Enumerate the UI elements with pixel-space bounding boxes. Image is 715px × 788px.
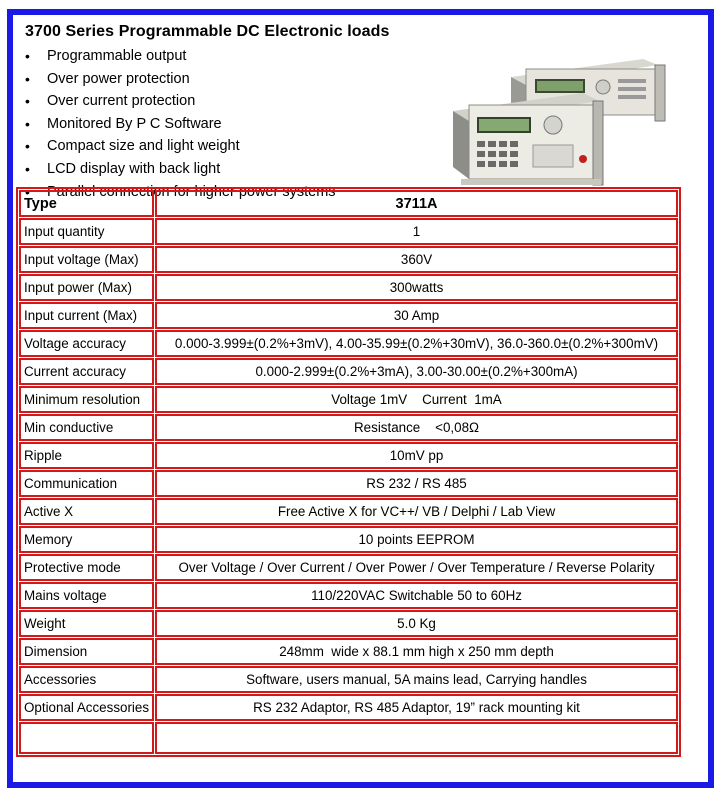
table-row-empty — [19, 722, 678, 754]
table-row — [19, 638, 678, 665]
page-title: 3700 Series Programmable DC Electronic loads — [25, 23, 390, 40]
row-value: 10mV pp — [155, 442, 678, 469]
row-value: 30 Amp — [155, 302, 678, 329]
row-label: Ripple — [19, 442, 154, 469]
front-unit-image — [453, 93, 603, 185]
table-row — [19, 498, 678, 525]
row-label: Input current (Max) — [19, 302, 154, 329]
feature-item: • Parallel connection for higher power systems — [17, 181, 336, 204]
row-label: Dimension — [19, 638, 154, 665]
row-label: Protective mode — [19, 554, 154, 581]
table-row — [19, 442, 678, 469]
row-value — [155, 722, 678, 754]
row-value: RS 232 Adaptor, RS 485 Adaptor, 19” rack mounting kit — [155, 694, 678, 721]
row-label: Current accuracy — [19, 358, 154, 385]
product-photo — [433, 49, 673, 199]
row-value: Software, users manual, 5A mains lead, Carrying handles — [155, 666, 678, 693]
row-value: 248mm wide x 88.1 mm high x 250 mm depth — [155, 638, 678, 665]
table-row — [19, 582, 678, 609]
table-header-row — [19, 190, 678, 217]
row-value: 1 — [155, 218, 678, 245]
row-value: RS 232 / RS 485 — [155, 470, 678, 497]
row-label: Accessories — [19, 666, 154, 693]
feature-item: • Compact size and light weight — [17, 135, 336, 158]
table-row — [19, 470, 678, 497]
table-row — [19, 330, 678, 357]
row-value: 5.0 Kg — [155, 610, 678, 637]
table-row — [19, 302, 678, 329]
row-value: Voltage 1mV Current 1mA — [155, 386, 678, 413]
row-value: 0.000-3.999±(0.2%+3mV), 4.00-35.99±(0.2%+30mV), 36.0-360.0±(0.2%+300mV) — [155, 330, 678, 357]
table-row — [19, 246, 678, 273]
feature-item: • Over power protection — [17, 68, 336, 91]
feature-item: • LCD display with back light — [17, 158, 336, 181]
row-value: 110/220VAC Switchable 50 to 60Hz — [155, 582, 678, 609]
row-label: Mains voltage — [19, 582, 154, 609]
row-value: Over Voltage / Over Current / Over Power / Over Temperature / Reverse Polarity — [155, 554, 678, 581]
table-row — [19, 554, 678, 581]
table-row — [19, 666, 678, 693]
row-label: Memory — [19, 526, 154, 553]
feature-list — [17, 45, 336, 203]
row-label: Communication — [19, 470, 154, 497]
row-value: 0.000-2.999±(0.2%+3mA), 3.00-30.00±(0.2%+300mA) — [155, 358, 678, 385]
row-value: 10 points EEPROM — [155, 526, 678, 553]
table-row — [19, 218, 678, 245]
row-label: Optional Accessories — [19, 694, 154, 721]
row-value: 360V — [155, 246, 678, 273]
row-label — [19, 722, 154, 754]
table-row — [19, 274, 678, 301]
row-value: Free Active X for VC++/ VB / Delphi / Lab View — [155, 498, 678, 525]
row-label: Input quantity — [19, 218, 154, 245]
table-row — [19, 610, 678, 637]
row-label: Min conductive — [19, 414, 154, 441]
table-row — [19, 386, 678, 413]
header-label: Type — [19, 190, 154, 217]
feature-item: • Monitored By P C Software — [17, 113, 336, 136]
feature-item: • Over current protection — [17, 90, 336, 113]
row-label: Active X — [19, 498, 154, 525]
table-row — [19, 694, 678, 721]
row-value: Resistance <0,08Ω — [155, 414, 678, 441]
row-label: Input voltage (Max) — [19, 246, 154, 273]
row-value: 300watts — [155, 274, 678, 301]
row-label: Voltage accuracy — [19, 330, 154, 357]
row-label: Input power (Max) — [19, 274, 154, 301]
table-row — [19, 358, 678, 385]
row-label: Weight — [19, 610, 154, 637]
feature-item: • Programmable output — [17, 45, 336, 68]
row-label: Minimum resolution — [19, 386, 154, 413]
header-model: 3711A — [155, 190, 678, 217]
table-row — [19, 414, 678, 441]
table-row — [19, 526, 678, 553]
spec-table — [16, 187, 681, 757]
